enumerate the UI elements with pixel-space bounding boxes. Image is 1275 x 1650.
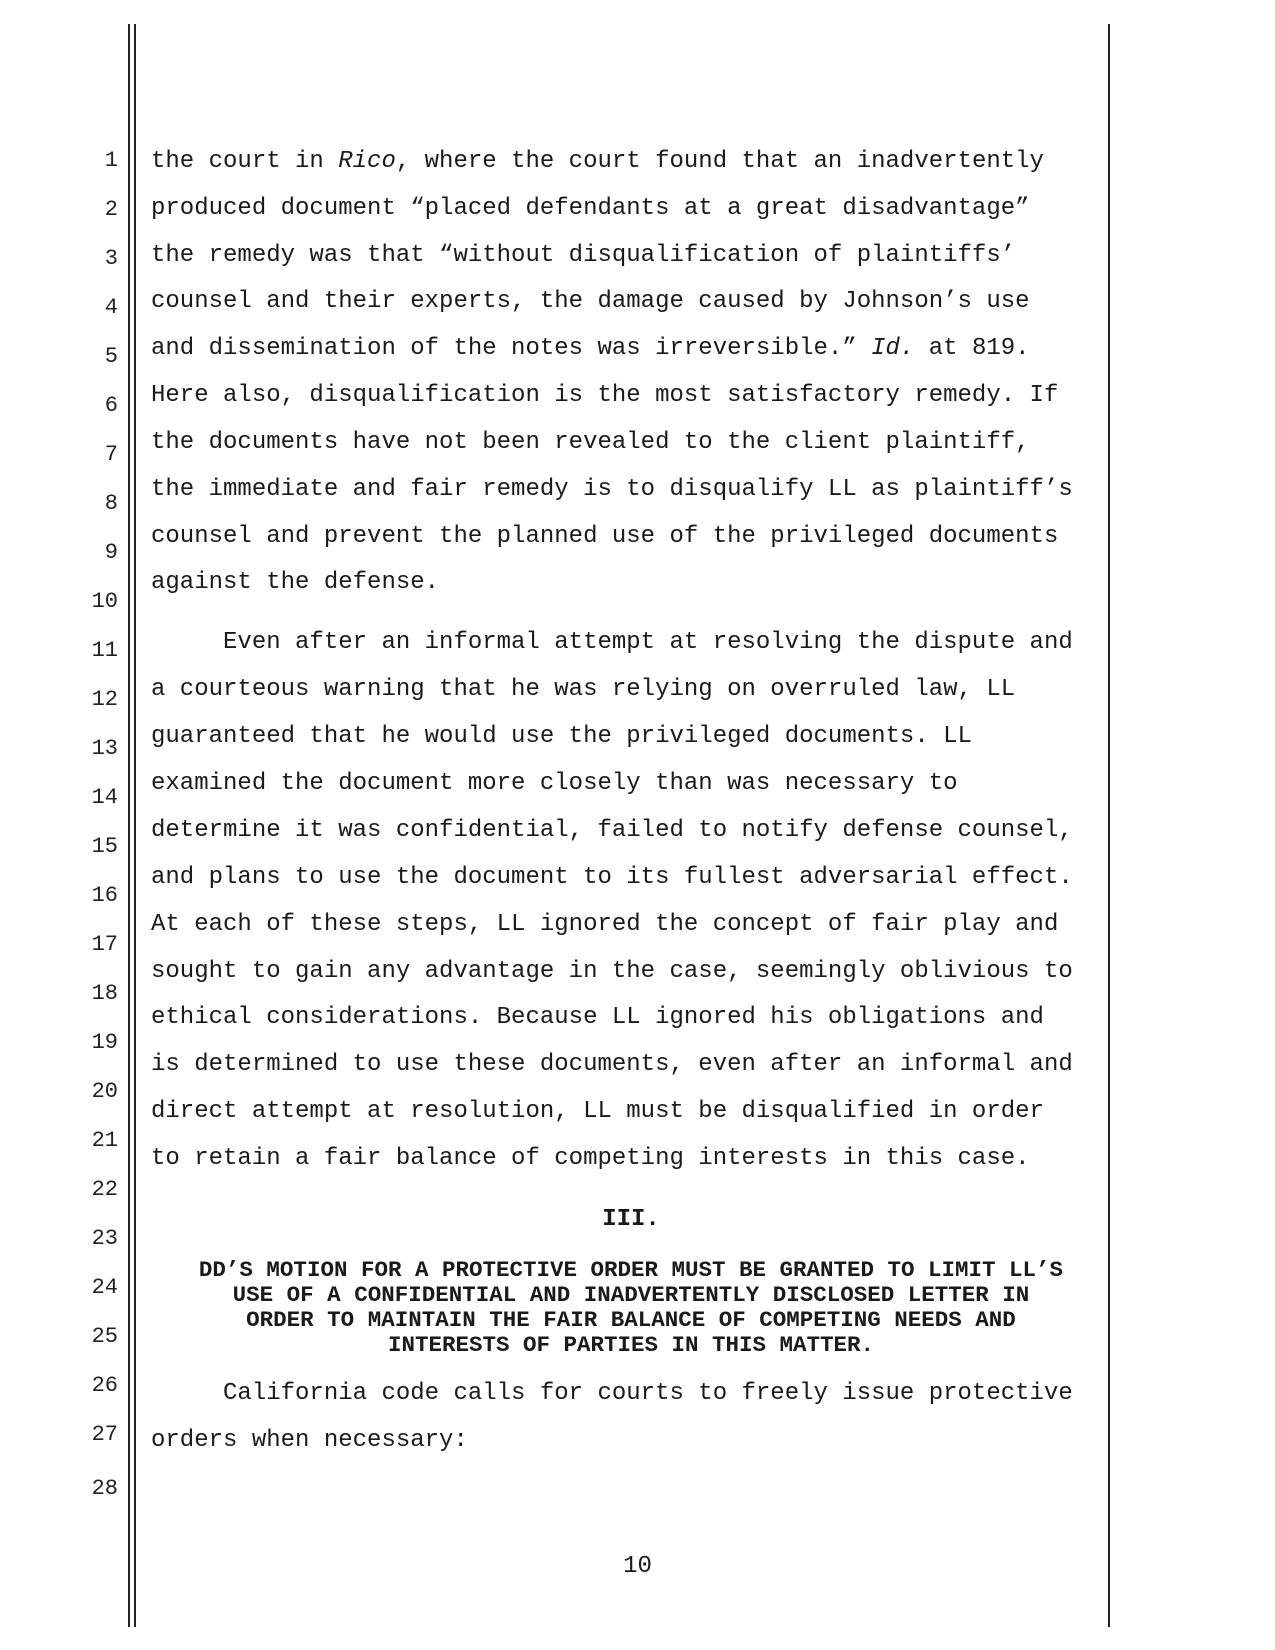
section-heading-line: ORDER TO MAINTAIN THE FAIR BALANCE OF COMPETING NEEDS AND bbox=[246, 1307, 1016, 1333]
line-number: 8 bbox=[104, 491, 118, 516]
line-number: 12 bbox=[91, 687, 118, 712]
line-number: 11 bbox=[91, 638, 118, 663]
line-number: 28 bbox=[91, 1476, 118, 1501]
text-line: against the defense. bbox=[151, 569, 440, 596]
line-number: 17 bbox=[91, 932, 118, 957]
line-number: 26 bbox=[91, 1373, 118, 1398]
text-line: At each of these steps, LL ignored the concept of fair play and bbox=[151, 911, 1059, 938]
text-line: determine it was confidential, failed to notify defense counsel, bbox=[151, 817, 1073, 844]
case-name-italic: Rico bbox=[338, 148, 396, 175]
section-heading-line: DD’S MOTION FOR A PROTECTIVE ORDER MUST BE GRANTED TO LIMIT LL’S bbox=[198, 1257, 1064, 1283]
line-number: 15 bbox=[91, 834, 118, 859]
line-number: 5 bbox=[104, 344, 118, 369]
text-line: to retain a fair balance of competing interests in this case. bbox=[151, 1145, 1030, 1172]
line-number: 14 bbox=[91, 785, 118, 810]
line-number: 27 bbox=[91, 1422, 118, 1447]
line-number: 9 bbox=[104, 540, 118, 565]
line-number: 20 bbox=[91, 1079, 118, 1104]
left-margin-rule-inner bbox=[134, 24, 136, 1627]
line-number: 23 bbox=[91, 1226, 118, 1251]
line-number: 6 bbox=[104, 393, 118, 418]
left-margin-rule-outer bbox=[128, 24, 130, 1627]
text-line: is determined to use these documents, even after an informal and bbox=[151, 1051, 1073, 1078]
text-line: sought to gain any advantage in the case, seemingly oblivious to bbox=[151, 958, 1073, 985]
line-number: 25 bbox=[91, 1324, 118, 1349]
right-margin-rule bbox=[1108, 24, 1110, 1627]
line-number: 16 bbox=[91, 883, 118, 908]
text-line: the remedy was that “without disqualification of plaintiffs’ bbox=[151, 242, 1016, 269]
text-line: and plans to use the document to its fullest adversarial effect. bbox=[151, 864, 1073, 891]
section-heading-line: USE OF A CONFIDENTIAL AND INADVERTENTLY DISCLOSED LETTER IN bbox=[232, 1282, 1030, 1308]
line-number: 7 bbox=[104, 442, 118, 467]
text-line: orders when necessary: bbox=[151, 1427, 468, 1454]
citation-italic: Id. bbox=[871, 335, 915, 362]
text-line: and dissemination of the notes was irreversible.” Id. at 819. bbox=[151, 335, 1030, 362]
section-heading-line: INTERESTS OF PARTIES IN THIS MATTER. bbox=[387, 1332, 875, 1358]
text-line: Here also, disqualification is the most satisfactory remedy. If bbox=[151, 382, 1059, 409]
text-line: guaranteed that he would use the privileged documents. LL bbox=[151, 723, 972, 750]
text-line: California code calls for courts to freely issue protective bbox=[151, 1380, 1073, 1407]
text-line: counsel and prevent the planned use of the privileged documents bbox=[151, 523, 1059, 550]
line-number: 4 bbox=[104, 295, 118, 320]
line-number: 21 bbox=[91, 1128, 118, 1153]
text-line: the documents have not been revealed to the client plaintiff, bbox=[151, 429, 1030, 456]
line-number: 3 bbox=[104, 246, 118, 271]
line-number: 2 bbox=[104, 197, 118, 222]
text-line: produced document “placed defendants at a great disadvantage” bbox=[151, 195, 1030, 222]
text-line: counsel and their experts, the damage caused by Johnson’s use bbox=[151, 288, 1030, 315]
line-number: 1 bbox=[104, 148, 118, 173]
line-number: 22 bbox=[91, 1177, 118, 1202]
text-line: Even after an informal attempt at resolving the dispute and bbox=[151, 629, 1073, 656]
line-number: 18 bbox=[91, 981, 118, 1006]
line-number: 24 bbox=[91, 1275, 118, 1300]
line-number: 10 bbox=[91, 589, 118, 614]
text-line: ethical considerations. Because LL ignored his obligations and bbox=[151, 1004, 1044, 1031]
text-line: a courteous warning that he was relying on overruled law, LL bbox=[151, 676, 1016, 703]
text-line: direct attempt at resolution, LL must be disqualified in order bbox=[151, 1098, 1044, 1125]
text-line: the immediate and fair remedy is to disqualify LL as plaintiff’s bbox=[151, 476, 1073, 503]
text-line: the court in Rico, where the court found that an inadvertently bbox=[151, 148, 1044, 175]
section-number: III. bbox=[602, 1206, 660, 1233]
line-number: 13 bbox=[91, 736, 118, 761]
text-line: examined the document more closely than was necessary to bbox=[151, 770, 958, 797]
page-number: 10 bbox=[623, 1553, 652, 1580]
line-number: 19 bbox=[91, 1030, 118, 1055]
